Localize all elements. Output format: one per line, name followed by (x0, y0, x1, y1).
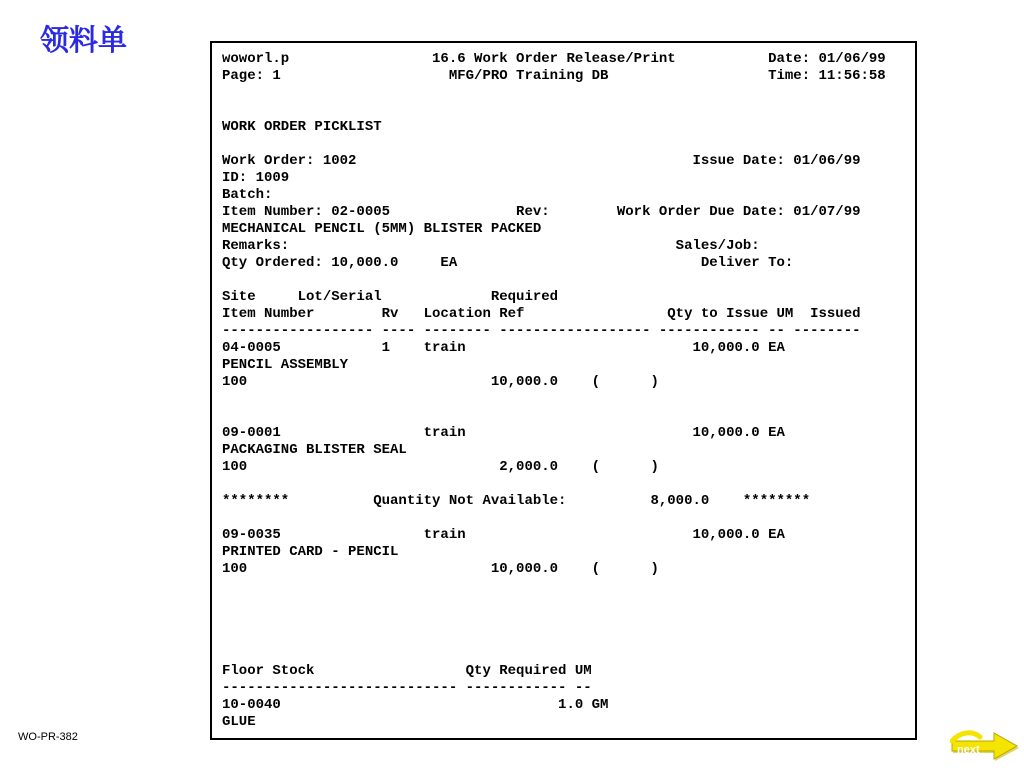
report-line: PENCIL ASSEMBLY (222, 357, 349, 373)
report-line: 100 10,000.0 ( ) (222, 374, 659, 390)
report-text (222, 51, 886, 731)
report-line: 09-0035 train 10,000.0 EA (222, 527, 785, 543)
report-line: Item Number: 02-0005 Rev: Work Order Due Date: 01/07/99 (222, 204, 861, 220)
report-frame (210, 41, 917, 740)
report-line: Remarks: Sales/Job: (222, 238, 760, 254)
next-button[interactable] (950, 728, 1020, 762)
report-line: 100 2,000.0 ( ) (222, 459, 659, 475)
report-line: PACKAGING BLISTER SEAL (222, 442, 407, 458)
report-line: WORK ORDER PICKLIST (222, 119, 382, 135)
report-line: PRINTED CARD - PENCIL (222, 544, 399, 560)
next-label: next (957, 744, 980, 756)
report-line: woworl.p 16.6 Work Order Release/Print Date: 01/06/99 (222, 51, 886, 67)
report-line: GLUE (222, 714, 256, 730)
report-line: Site Lot/Serial Required (222, 289, 559, 305)
report-line: Page: 1 MFG/PRO Training DB Time: 11:56:58 (222, 68, 886, 84)
report-line: ID: 1009 (222, 170, 290, 186)
report-line: 09-0001 train 10,000.0 EA (222, 425, 785, 441)
report-line: MECHANICAL PENCIL (5MM) BLISTER PACKED (222, 221, 542, 237)
report-line: Item Number Rv Location Ref Qty to Issue UM Issued (222, 306, 861, 322)
report-line: 04-0005 1 train 10,000.0 EA (222, 340, 785, 356)
report-line: ------------------ ---- -------- ------------------ ------------ -- -------- (222, 323, 861, 339)
report-line: 100 10,000.0 ( ) (222, 561, 659, 577)
report-line: Floor Stock Qty Required UM (222, 663, 592, 679)
slide-code: WO-PR-382 (18, 731, 78, 743)
report-line: Qty Ordered: 10,000.0 EA Deliver To: (222, 255, 794, 271)
report-line: ******** Quantity Not Available: 8,000.0 ******** (222, 493, 811, 509)
report-line: Work Order: 1002 Issue Date: 01/06/99 (222, 153, 861, 169)
report-line: ---------------------------- ------------ -- (222, 680, 592, 696)
report-line: Batch: (222, 187, 273, 203)
report-line: 10-0040 1.0 GM (222, 697, 609, 713)
page-title: 领料单 (40, 23, 128, 57)
